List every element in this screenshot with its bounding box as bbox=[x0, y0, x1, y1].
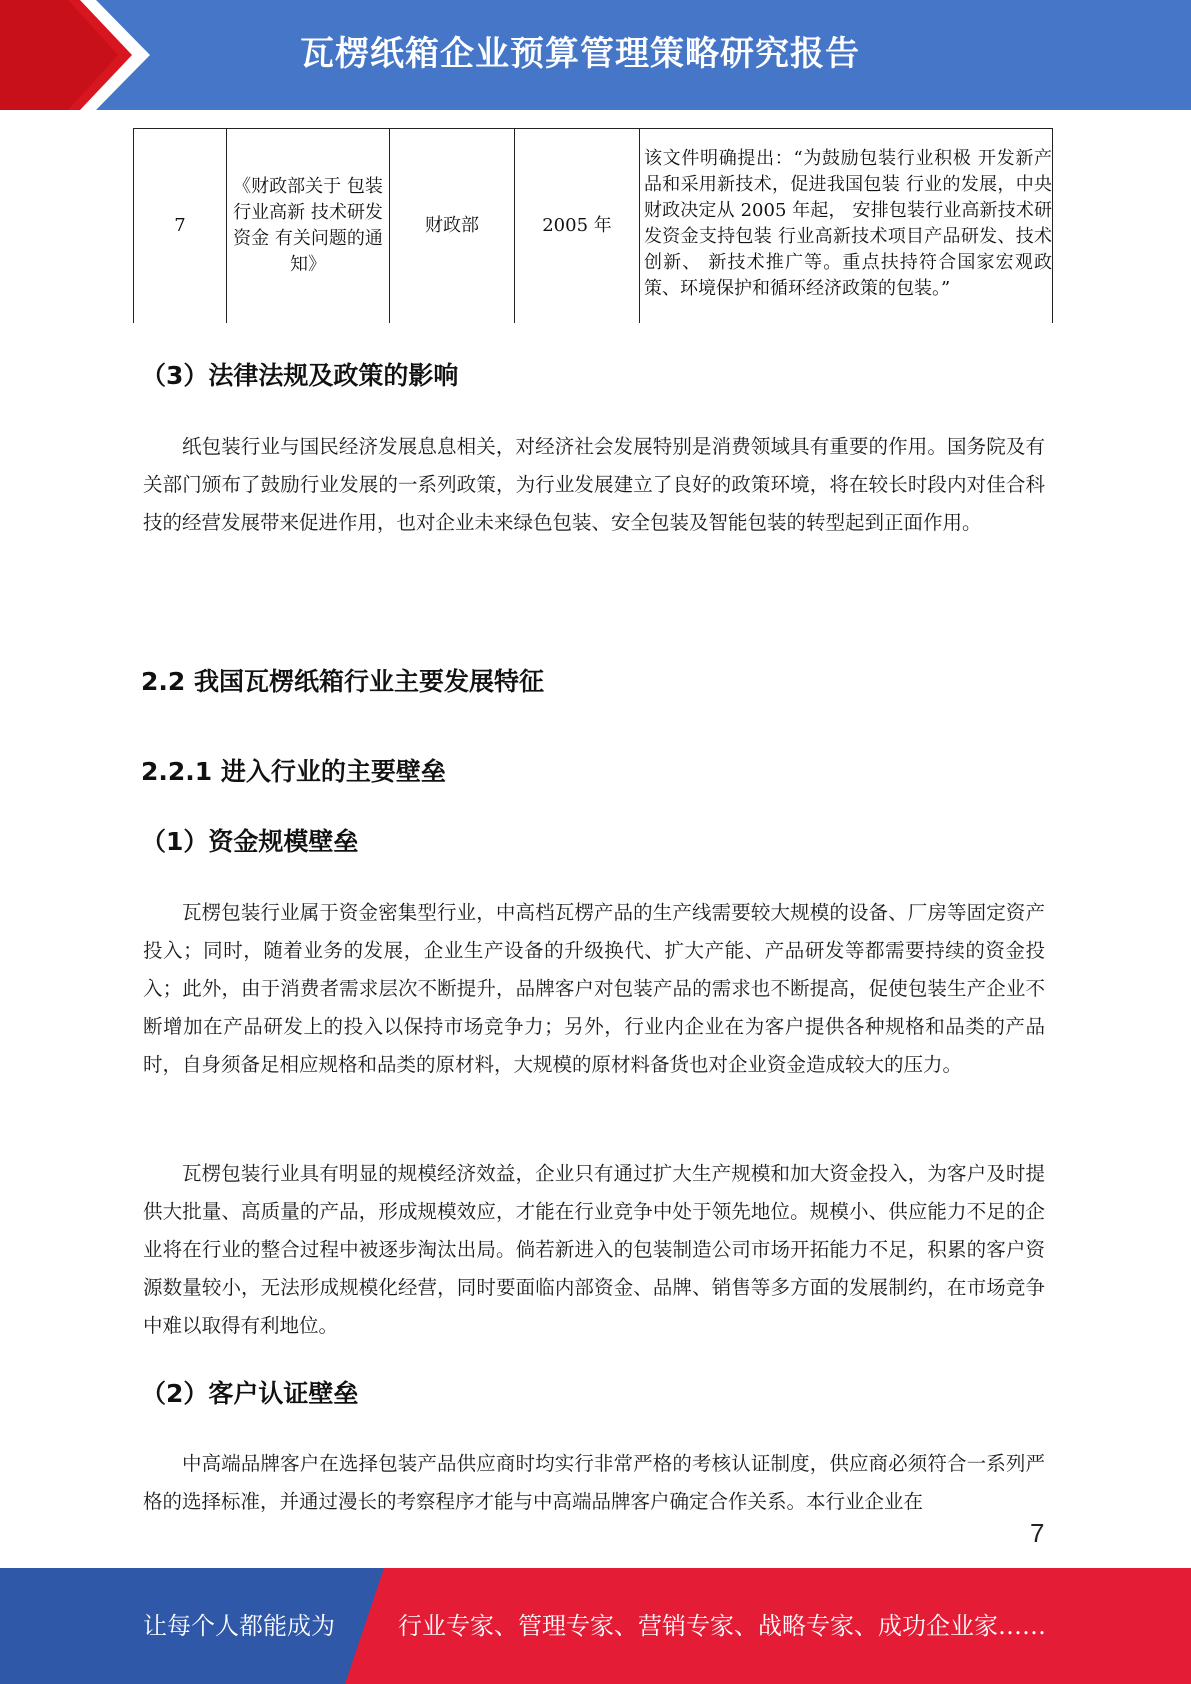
section-heading-2-2-1: 2.2.1 进入行业的主要壁垒 bbox=[141, 757, 446, 786]
description-cell: 该文件明确提出：“为鼓励包装行业积极 开发新产品和采用新技术，促进我国包装 行业的发展，中央财政决定从 2005 年起， 安排包装行业高新技术研发资金支持包装 行业高新技术项目产品研发、技术创新、 新技术推广等。重点扶持符合国家宏观政 策、环境保护和循环经济政策的包装。” bbox=[640, 129, 1053, 324]
document-title-cell: 《财政部关于 包装行业高新 技术研发资金 有关问题的通 知》 bbox=[227, 129, 390, 324]
section-heading-capital: （1）资金规模壁垒 bbox=[141, 827, 359, 856]
paragraph-capital-2: 瓦楞包装行业具有明显的规模经济效益，企业只有通过扩大生产规模和加大资金投入，为客户及时提供大批量、高质量的产品，形成规模效应，才能在行业竞争中处于领先地位。规模小、供应能力不足的企业将在行业的整合过程中被逐步淘汰出局。倘若新进入的包装制造公司市场开拓能力不足，积累的客户资源数量较小，无法形成规模化经营，同时要面临内部资金、品牌、销售等多方面的发展制约，在市场竞争中难以取得有利地位。 bbox=[143, 1162, 1045, 1337]
row-number: 7 bbox=[134, 129, 227, 324]
page-number: 7 bbox=[1030, 1518, 1045, 1548]
footer-slogan-right: 行业专家、管理专家、营销专家、战略专家、成功企业家…… bbox=[398, 1612, 1046, 1640]
year-cell: 2005 年 bbox=[515, 129, 640, 324]
paragraph-law: 纸包装行业与国民经济发展息息相关，对经济社会发展特别是消费领域具有重要的作用。国务院及有关部门颁布了鼓励行业发展的一系列政策，为行业发展建立了良好的政策环境，将在较长时段内对佳合科技的经营发展带来促进作用，也对企业未来绿色包装、安全包装及智能包装的转型起到正面作用。 bbox=[143, 435, 1045, 534]
header-chevron-decoration bbox=[0, 0, 160, 110]
table-row bbox=[134, 129, 1053, 324]
report-title: 瓦楞纸箱企业预算管理策略研究报告 bbox=[300, 34, 860, 74]
section-heading-client: （2）客户认证壁垒 bbox=[141, 1379, 359, 1408]
policy-table bbox=[133, 128, 1053, 323]
section-heading-2-2: 2.2 我国瓦楞纸箱行业主要发展特征 bbox=[141, 667, 544, 696]
paragraph-capital-1: 瓦楞包装行业属于资金密集型行业，中高档瓦楞产品的生产线需要较大规模的设备、厂房等固定资产投入；同时，随着业务的发展，企业生产设备的升级换代、扩大产能、产品研发等都需要持续的资金投入；此外，由于消费者需求层次不断提升，品牌客户对包装产品的需求也不断提高，促使包装生产企业不断增加在产品研发上的投入以保持市场竞争力；另外，行业内企业在为客户提供各种规格和品类的产品时，自身须备足相应规格和品类的原材料，大规模的原材料备货也对企业资金造成较大的压力。 bbox=[143, 901, 1045, 1076]
section-heading-law: （3）法律法规及政策的影响 bbox=[141, 361, 459, 390]
footer-slogan-left: 让每个人都能成为 bbox=[143, 1612, 335, 1640]
paragraph-client: 中高端品牌客户在选择包装产品供应商时均实行非常严格的考核认证制度，供应商必须符合一系列严格的选择标准，并通过漫长的考察程序才能与中高端品牌客户确定合作关系。本行业企业在 bbox=[143, 1452, 1045, 1513]
issuer-cell: 财政部 bbox=[390, 129, 515, 324]
page-header bbox=[0, 0, 1191, 110]
page-footer bbox=[0, 1568, 1191, 1684]
